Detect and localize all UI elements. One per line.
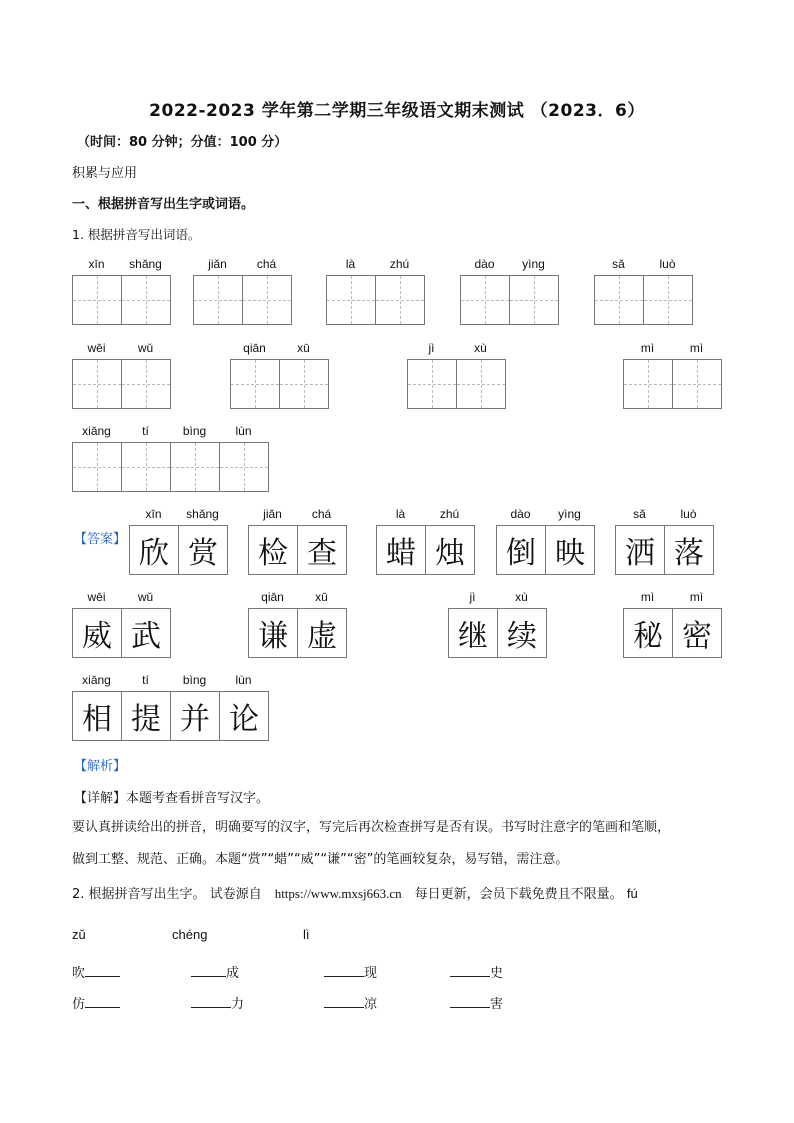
answer-char: 蜡 [376,525,426,575]
writing-cell[interactable] [193,275,243,325]
blank-line[interactable] [450,995,490,1008]
grid-group [326,257,426,325]
writing-cell[interactable] [121,442,171,492]
writing-cell[interactable] [456,359,506,409]
pinyin-label: shǎng [129,257,162,271]
writing-cell[interactable] [121,275,171,325]
fill-item [191,993,244,1012]
writing-cell[interactable] [460,275,510,325]
fill-item [72,993,120,1012]
answer-group [248,590,348,658]
answer-char: 检 [248,525,298,575]
answer-tag: 【答案】 [74,532,127,547]
writing-cell[interactable] [643,275,693,325]
blank-line[interactable] [191,964,226,977]
answer-group [615,507,715,575]
answer-char: 武 [121,608,171,658]
answer-char: 欣 [129,525,179,575]
pinyin-label: jiǎn [208,257,227,271]
answer-group [496,507,596,575]
grid-group [72,341,172,409]
answer-group [448,590,548,658]
answer-char: 倒 [496,525,546,575]
pinyin-label: xù [515,590,528,604]
given-char: 吹 [72,966,86,981]
grid-group [407,341,507,409]
answer-char: 秘 [623,608,673,658]
pinyin-label: lùn [235,424,252,438]
pinyin-label: luò [680,507,697,521]
pinyin-label: wǔ [137,590,154,604]
pinyin-label: xù [474,341,487,355]
pinyin-label: là [395,507,406,521]
detail-text: 【详解】本题考查看拼音写汉字。 [74,791,270,806]
answer-char: 查 [297,525,347,575]
pinyin-label: tí [142,424,149,438]
answer-char: 续 [497,608,547,658]
pinyin-label: chá [256,257,277,271]
writing-cell[interactable] [170,442,220,492]
pinyin-label: chá [311,507,332,521]
writing-cell[interactable] [72,442,122,492]
pinyin-label: yìng [522,257,545,271]
pinyin-label: xīn [145,507,162,521]
answer-char: 威 [72,608,122,658]
question-1: 1. 根据拼音写出词语。 [72,227,201,242]
given-char: 仿 [72,997,86,1012]
answer-group [72,673,270,741]
blank-line[interactable] [324,964,364,977]
pinyin-label: xīn [88,257,105,271]
explanation-line-2: 做到工整、规范、正确。本题“赏”“蜡”“威”“谦”“密”的笔画较复杂，易写错，需注意。 [72,852,569,867]
pinyin-label: shǎng [186,507,219,521]
pinyin-label: jì [469,590,476,604]
blank-line[interactable] [191,995,231,1008]
answer-group [72,590,172,658]
given-char: 史 [490,966,504,981]
writing-cell[interactable] [219,442,269,492]
writing-cell[interactable] [509,275,559,325]
part-heading: 一、根据拼音写出生字或词语。 [72,197,255,212]
question-2-text: 2. 根据拼音写出生字。 [72,887,206,902]
pinyin-label: mì [640,341,655,355]
explanation-line-1: 要认真拼读给出的拼音，明确要写的汉字，写完后再次检查拼写是否有误。书写时注意字的笔画和笔顺， [72,820,671,835]
pinyin-label: bìng [182,673,207,687]
pinyin-label: luò [659,257,676,271]
writing-cell[interactable] [375,275,425,325]
pinyin-label: wēi [87,341,106,355]
source-note: 试卷源自 https://www.mxsj663.cn 每日更新，会员下载免费且不限量。 [209,886,623,901]
answer-char: 提 [121,691,171,741]
pinyin-label: zǔ [72,927,86,942]
fill-item [191,962,239,981]
given-char: 现 [364,966,378,981]
answer-char: 落 [664,525,714,575]
pinyin-label: xū [315,590,328,604]
pinyin-label: sǎ [633,507,646,521]
fill-item [450,962,503,981]
writing-cell[interactable] [407,359,457,409]
given-char: 力 [231,997,245,1012]
pinyin-label: zhú [389,257,410,271]
pinyin-label: qiān [243,341,266,355]
pinyin-label: là [345,257,356,271]
grid-group [623,341,723,409]
pinyin-label: xū [297,341,310,355]
fill-item [450,993,503,1012]
pinyin-label: jì [428,341,435,355]
grid-group [193,257,293,325]
answer-char: 论 [219,691,269,741]
given-char: 凉 [364,997,378,1012]
pinyin-label: chéng [172,927,208,942]
pinyin-label: zhú [439,507,460,521]
answer-char: 洒 [615,525,665,575]
given-char: 害 [490,997,504,1012]
exam-time-score: （时间：80 分钟；分值：100 分） [77,135,288,150]
writing-cell[interactable] [279,359,329,409]
answer-group [376,507,476,575]
given-char: 成 [226,966,240,981]
writing-cell[interactable] [230,359,280,409]
answer-char: 密 [672,608,722,658]
answer-char: 谦 [248,608,298,658]
writing-cell[interactable] [672,359,722,409]
answer-char: 并 [170,691,220,741]
writing-cell[interactable] [242,275,292,325]
answer-char: 虚 [297,608,347,658]
grid-group [72,424,270,492]
grid-group [230,341,330,409]
grid-group [72,257,172,325]
answer-char: 继 [448,608,498,658]
pinyin-label: dào [510,507,531,521]
pinyin-label: bìng [182,424,207,438]
writing-cell[interactable] [72,359,122,409]
pinyin-label: jiǎn [263,507,282,521]
blank-line[interactable] [85,964,120,977]
pinyin-label: xiāng [82,673,111,687]
writing-cell[interactable] [594,275,644,325]
blank-line[interactable] [450,964,490,977]
blank-line[interactable] [324,995,364,1008]
question-2 [72,883,638,902]
answer-char: 赏 [178,525,228,575]
writing-cell[interactable] [72,275,122,325]
fill-item [324,962,377,981]
answer-group [623,590,723,658]
pinyin-label: wēi [87,590,106,604]
section-label: 积累与应用 [72,166,138,181]
writing-cell[interactable] [121,359,171,409]
writing-cell[interactable] [326,275,376,325]
pinyin-label: wǔ [137,341,154,355]
page-title: 2022-2023 学年第二学期三年级语文期末测试 （2023．6） [149,101,645,121]
pinyin-label: mì [689,341,704,355]
fill-item [72,962,120,981]
pinyin-label: yìng [558,507,581,521]
answer-char: 相 [72,691,122,741]
grid-group [460,257,560,325]
blank-line[interactable] [85,995,120,1008]
pinyin-label: mì [689,590,704,604]
analysis-tag: 【解析】 [74,759,127,774]
answer-char: 映 [545,525,595,575]
writing-cell[interactable] [623,359,673,409]
answer-char: 烛 [425,525,475,575]
answer-group [129,507,229,575]
pinyin-label: tí [142,673,149,687]
pinyin-label: mì [640,590,655,604]
pinyin-label: lùn [235,673,252,687]
answer-group [248,507,348,575]
pinyin-label: qiān [261,590,284,604]
pinyin-label: lì [303,927,310,942]
pinyin-label: xiāng [82,424,111,438]
fill-item [324,993,377,1012]
pinyin-label: fú [626,886,638,901]
pinyin-label: dào [474,257,495,271]
pinyin-label: sǎ [612,257,625,271]
grid-group [594,257,694,325]
